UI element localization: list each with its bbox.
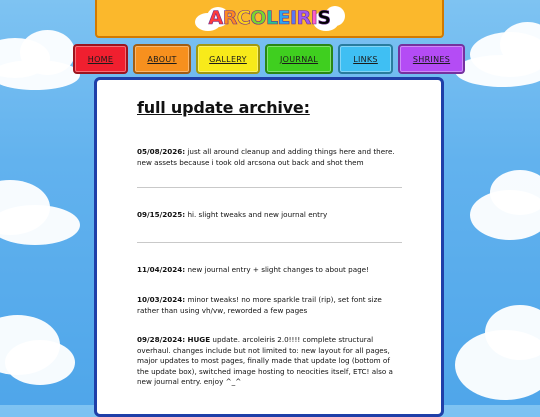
nav-about-button[interactable]: ABOUT bbox=[133, 44, 191, 74]
nav-home-button[interactable]: HOME bbox=[73, 44, 128, 74]
update-entry bbox=[137, 265, 402, 276]
entry-date: 11/04/2024: bbox=[137, 264, 186, 274]
logo-letter: R bbox=[296, 7, 311, 29]
entry-text: new journal entry + slight changes to about page! bbox=[187, 264, 369, 274]
logo-letter: I bbox=[290, 7, 297, 29]
logo-letter: I bbox=[310, 7, 318, 29]
update-entry bbox=[137, 335, 402, 388]
divider bbox=[137, 187, 402, 188]
entry-date: 10/03/2024: bbox=[137, 295, 186, 304]
update-entry bbox=[137, 147, 402, 168]
update-archive-panel bbox=[94, 77, 444, 417]
entry-highlight: HUGE bbox=[187, 335, 211, 344]
nav-journal-button[interactable]: JOURNAL bbox=[265, 44, 333, 74]
logo-letter: S bbox=[317, 7, 331, 29]
main-nav bbox=[73, 44, 465, 74]
logo-letter: O bbox=[250, 7, 266, 29]
entry-date: 09/15/2025: bbox=[137, 210, 186, 219]
entry-date: 09/28/2024: bbox=[137, 335, 186, 344]
logo-letter: A bbox=[208, 7, 223, 29]
logo-letter: C bbox=[236, 7, 251, 29]
nav-shrines-button[interactable]: SHRINES bbox=[398, 44, 465, 74]
logo-letter: R bbox=[222, 7, 237, 29]
entry-text: minor tweaks! no more sparkle trail (rip), set font size rather than using vh/vw, reworded a few pages bbox=[137, 295, 382, 315]
logo-letter: L bbox=[265, 7, 278, 29]
site-header bbox=[95, 0, 444, 38]
entry-date: 05/08/2026: bbox=[137, 147, 186, 156]
update-entry bbox=[137, 295, 402, 316]
logo-text bbox=[195, 7, 345, 29]
nav-links-button[interactable]: LINKS bbox=[338, 44, 393, 74]
logo-letter: E bbox=[277, 7, 291, 29]
update-entry bbox=[137, 210, 402, 221]
entry-text: just all around cleanup and adding things here and there. new assets because i took old arcsona out back and shot them bbox=[137, 147, 395, 167]
nav-gallery-button[interactable]: GALLERY bbox=[196, 44, 260, 74]
entry-text: hi. slight tweaks and new journal entry bbox=[187, 210, 328, 219]
site-logo[interactable] bbox=[195, 3, 345, 33]
divider bbox=[137, 242, 402, 243]
entry-text: update. arcoleiris 2.0!!!! complete structural overhaul. changes include but not limited to: new layout for all pages, major updates to most pages, finally made that update log (bottom of the update box), switched image hosting to neocities itself, ETC! also a new journal entry. enjoy ^_^ bbox=[137, 335, 393, 386]
archive-title: full update archive: bbox=[137, 98, 310, 117]
